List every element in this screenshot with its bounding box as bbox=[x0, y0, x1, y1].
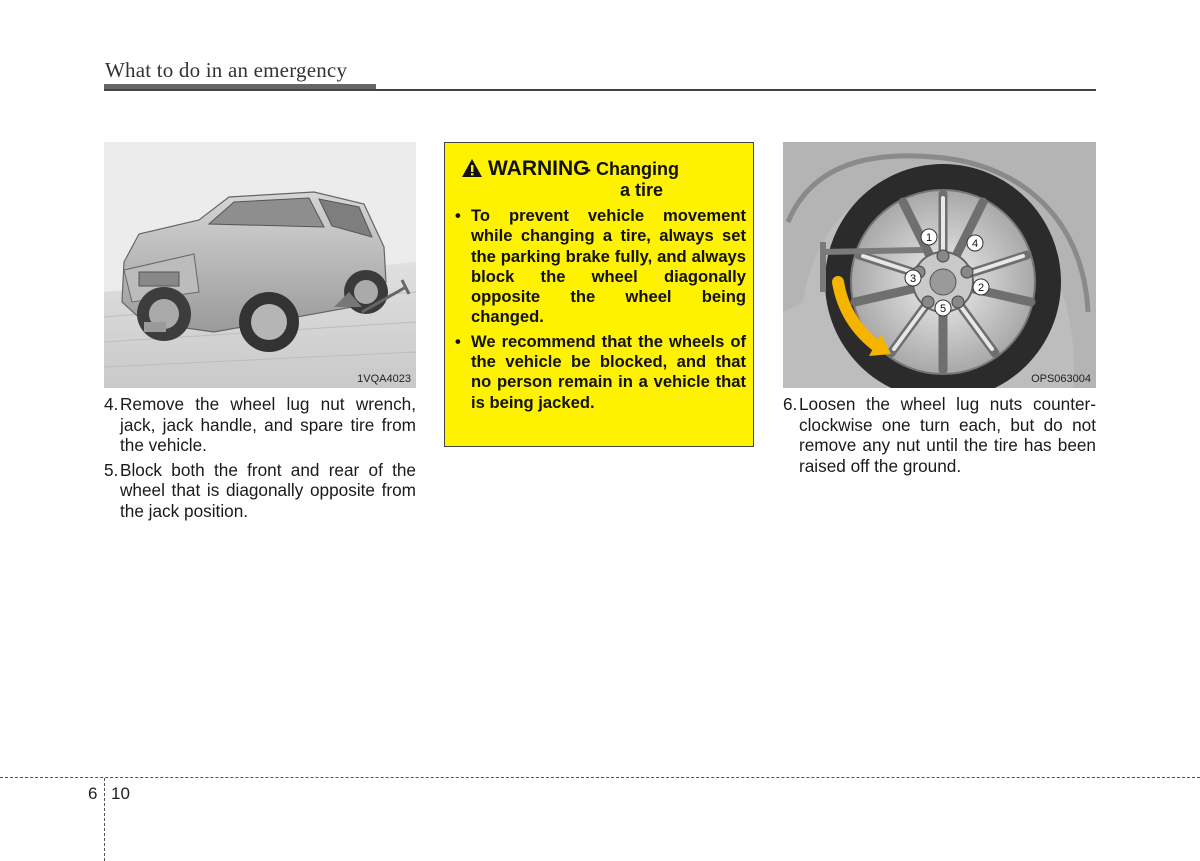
nut-label: 3 bbox=[909, 273, 917, 285]
warning-text: To prevent vehicle movement while changing a tire, always set the parking brake fully, and always block the wheel diagonally opposite the wheel being changed. bbox=[471, 206, 746, 327]
step-item bbox=[104, 394, 416, 456]
car-on-jack-figure bbox=[104, 142, 416, 388]
footer-rule bbox=[0, 777, 1200, 778]
warning-list bbox=[455, 206, 746, 417]
nut-label: 1 bbox=[925, 232, 933, 244]
warning-topic-line2: a tire bbox=[620, 180, 664, 200]
car-on-jack-illustration bbox=[104, 142, 416, 388]
step-item bbox=[783, 394, 1096, 476]
step-item bbox=[104, 460, 416, 522]
step-text: Loosen the wheel lug nuts counter-clockwise one turn each, but do not remove any nut until the tire has been raised off the ground. bbox=[799, 394, 1096, 476]
wheel-lug-nut-figure bbox=[783, 142, 1096, 388]
nut-label: 2 bbox=[977, 282, 985, 294]
step-number: 5. bbox=[104, 459, 119, 480]
bullet-icon: • bbox=[455, 331, 461, 351]
section-number: 6 bbox=[88, 784, 98, 803]
header-rule bbox=[104, 89, 1096, 91]
warning-triangle-icon bbox=[461, 158, 483, 178]
warning-word: WARNING bbox=[488, 157, 590, 180]
nut-label: 4 bbox=[971, 238, 979, 250]
step-text: Block both the front and rear of the wheel that is diagonally opposite from the jack position. bbox=[120, 459, 416, 521]
warning-topic: - Changing bbox=[585, 159, 679, 179]
warning-item bbox=[455, 206, 746, 328]
page-number: 10 bbox=[111, 784, 130, 803]
warning-item bbox=[455, 332, 746, 413]
section-title: What to do in an emergency bbox=[105, 58, 348, 82]
figure-code: 1VQA4023 bbox=[357, 373, 411, 385]
step-number: 6. bbox=[783, 394, 798, 414]
warning-text: We recommend that the wheels of the vehicle be blocked, and that no person remain in a vehicle that is being jacked. bbox=[471, 331, 746, 412]
step-number: 4. bbox=[104, 394, 119, 414]
nut-label: 5 bbox=[939, 303, 947, 315]
footer-divider bbox=[104, 778, 105, 861]
warning-box bbox=[444, 142, 754, 447]
steps-right bbox=[783, 394, 1096, 480]
figure-code: OPS063004 bbox=[1031, 373, 1091, 385]
bullet-icon: • bbox=[455, 206, 461, 225]
wheel-lug-nut-illustration bbox=[783, 142, 1096, 388]
steps-left bbox=[104, 394, 416, 525]
step-text: Remove the wheel lug nut wrench, jack, jack handle, and spare tire from the vehicle. bbox=[120, 394, 416, 455]
